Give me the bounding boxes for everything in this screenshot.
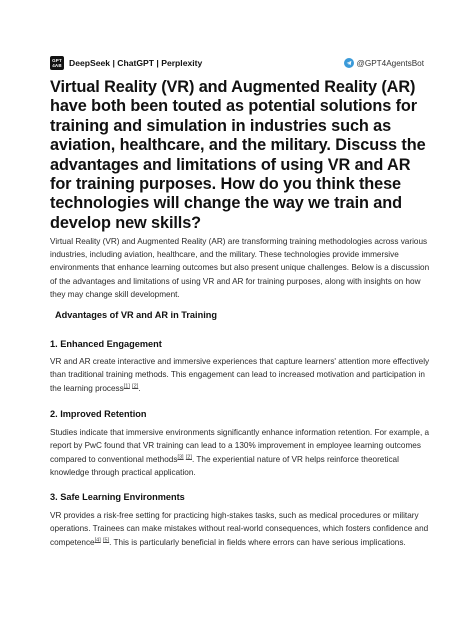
intro-paragraph: Virtual Reality (VR) and Augmented Reality (AR) are transforming training methodologies across various industries, including aviation, healthcare, and the military. These technologies provide immersive environments that enhance learning outcomes but also present unique challenges. Below is a discussion of the advantages and limitations of using VR and AR for training purposes, along with insights on how they may change skill development. bbox=[50, 237, 430, 299]
paragraph-tail: . bbox=[138, 383, 141, 393]
bot-handle[interactable] bbox=[344, 58, 424, 68]
citation-link[interactable]: [2] bbox=[185, 454, 192, 461]
logo-line-2: 4AB bbox=[52, 63, 62, 68]
paragraph-tail: . The experiential nature of VR helps reinforce theoretical knowledge through practical application. bbox=[50, 454, 399, 478]
logo-line-1: GPT bbox=[52, 58, 62, 63]
citation-link[interactable]: [3] bbox=[177, 454, 184, 461]
page-header bbox=[50, 53, 424, 73]
bot-handle-text: @GPT4AgentsBot bbox=[356, 58, 424, 68]
subheading-safe-learning: 3. Safe Learning Environments bbox=[50, 492, 185, 502]
paragraph-text: Studies indicate that immersive environments significantly enhance information retention. For example, a report by PwC found that VR training can lead to a 130% improvement in employee learning outcomes compared to conventional methods bbox=[50, 428, 430, 464]
page-title: Virtual Reality (VR) and Augmented Reality (AR) have both been touted as potential solutions for training and simulation in industries such as aviation, healthcare, and the military. Discuss the advantages and limitations of using VR and AR for training purposes. How do you think these technologies will change the way we train and develop new skills? bbox=[50, 78, 426, 232]
brand-text: DeepSeek | ChatGPT | Perplexity bbox=[69, 58, 203, 68]
section-heading-advantages: Advantages of VR and AR in Training bbox=[55, 310, 217, 320]
paragraph-text: VR provides a risk-free setting for practicing high-stakes tasks, such as medical procedures or military operations. Trainees can make mistakes without real-world consequences, which fosters confidence and competence bbox=[50, 511, 429, 547]
brand bbox=[50, 56, 202, 70]
subheading-improved-retention: 2. Improved Retention bbox=[50, 409, 147, 419]
paragraph-improved-retention bbox=[50, 426, 430, 480]
citation-link[interactable]: [1] bbox=[123, 383, 130, 390]
paragraph-text: VR and AR create interactive and immersive experiences that capture learners' attention more effectively than traditional training methods. This engagement can lead to increased motivation and participation in the learning process bbox=[50, 357, 430, 393]
paragraph-tail: . This is particularly beneficial in fields where errors can have serious implications. bbox=[109, 537, 406, 547]
subheading-enhanced-engagement: 1. Enhanced Engagement bbox=[50, 339, 162, 349]
paragraph-safe-learning bbox=[50, 509, 430, 549]
brand-logo bbox=[50, 56, 64, 70]
paragraph-enhanced-engagement bbox=[50, 355, 430, 395]
telegram-icon bbox=[344, 58, 354, 68]
citation-link[interactable]: [2] bbox=[132, 383, 139, 390]
citation-link[interactable]: [4] bbox=[94, 537, 101, 544]
citation-link[interactable]: [5] bbox=[103, 537, 110, 544]
